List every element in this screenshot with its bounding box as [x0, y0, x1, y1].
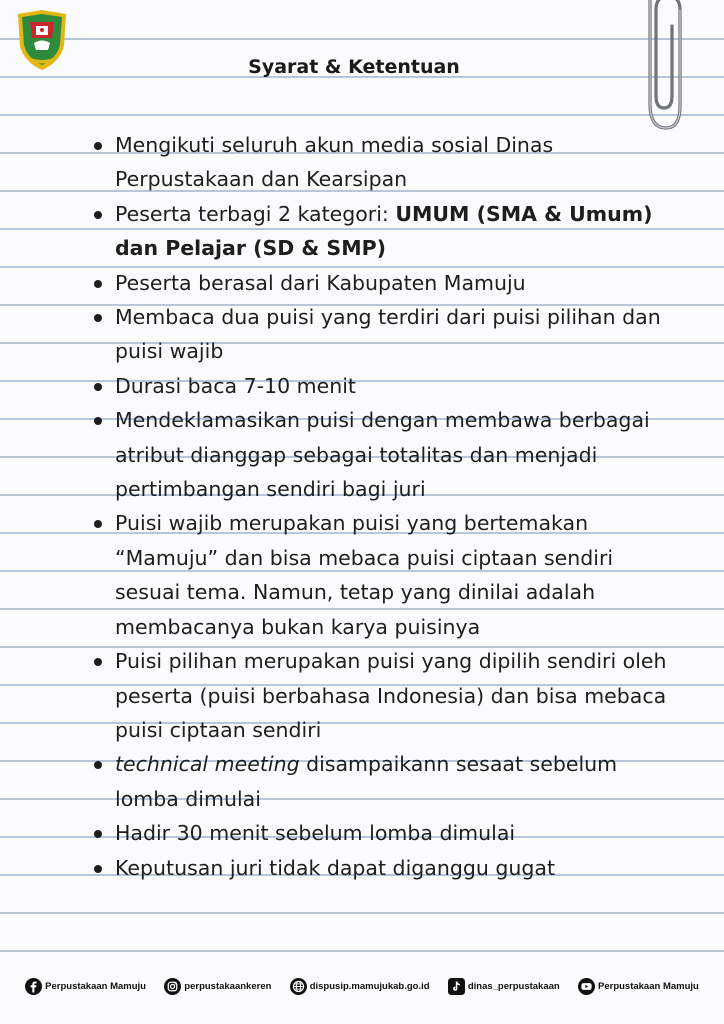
rule-item: Puisi pilihan merupakan puisi yang dipilih sendiri oleh peserta (puisi berbahasa Indonesia) dan bisa mebaca puisi ciptaan sendiri [88, 644, 668, 747]
rule-item: technical meeting disampaikann sesaat sebelum lomba dimulai [88, 747, 668, 816]
tiktok-link[interactable]: dinas_perpustakaan [448, 978, 560, 995]
rule-item: Keputusan juri tidak dapat diganggu gugat [88, 851, 668, 885]
facebook-icon [25, 978, 42, 995]
rule-item: Mendeklamasikan puisi dengan membawa berbagai atribut dianggap sebagai totalitas dan menjadi pertimbangan sendiri bagi juri [88, 403, 668, 506]
rule-item: Membaca dua puisi yang terdiri dari puisi pilihan dan puisi wajib [88, 300, 668, 369]
rule-item: Durasi baca 7-10 menit [88, 369, 668, 403]
instagram-link[interactable]: perpustakaankeren [164, 978, 271, 995]
youtube-link[interactable]: Perpustakaan Mamuju [578, 978, 699, 995]
rule-item: Hadir 30 menit sebelum lomba dimulai [88, 816, 668, 850]
youtube-icon [578, 978, 595, 995]
rule-item: Peserta berasal dari Kabupaten Mamuju [88, 266, 668, 300]
social-footer [0, 972, 724, 1000]
rule-item: Puisi wajib merupakan puisi yang bertemakan “Mamuju” dan bisa mebaca puisi ciptaan sendiri sesuai tema. Namun, tetap yang dinilai adalah membacanya bukan karya puisinya [88, 506, 668, 644]
facebook-link[interactable]: Perpustakaan Mamuju [25, 978, 146, 995]
rule-item: Peserta terbagi 2 kategori: UMUM (SMA & Umum) dan Pelajar (SD & SMP) [88, 197, 668, 266]
rule-item: Mengikuti seluruh akun media sosial Dinas Perpustakaan dan Kearsipan [88, 128, 668, 197]
website-link[interactable]: dispusip.mamujukab.go.id [290, 978, 430, 995]
page-title: Syarat & Ketentuan [248, 56, 460, 78]
globe-icon [290, 978, 307, 995]
rules-list [88, 128, 668, 885]
tiktok-icon [448, 978, 465, 995]
instagram-icon [164, 978, 181, 995]
